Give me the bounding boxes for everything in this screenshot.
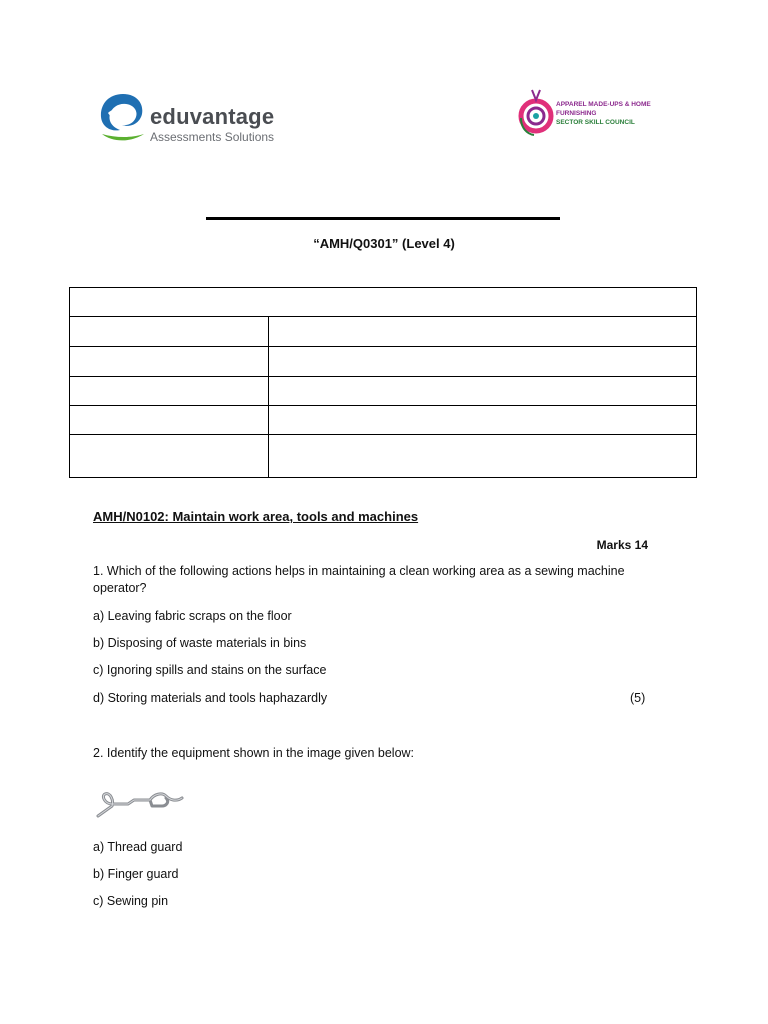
- table-cell: [70, 377, 269, 406]
- table-row: [70, 317, 697, 347]
- table-cell: [70, 406, 269, 435]
- council-emblem-icon: [518, 88, 554, 138]
- question-2-option-b: b) Finger guard: [93, 867, 179, 881]
- council-name-line2: SECTOR SKILL COUNCIL: [556, 119, 635, 126]
- table-row: [70, 347, 697, 377]
- question-2-option-a: a) Thread guard: [93, 840, 183, 854]
- table-row: [70, 377, 697, 406]
- table-cell: [269, 377, 697, 406]
- table-cell: [269, 406, 697, 435]
- candidate-info-table: [69, 287, 697, 478]
- council-name: [556, 100, 678, 127]
- table-row: [70, 435, 697, 478]
- question-1-marks: (5): [630, 691, 646, 705]
- question-2-option-c: c) Sewing pin: [93, 894, 169, 908]
- wire-guard-icon: [92, 780, 186, 824]
- question-1-option-b: b) Disposing of waste materials in bins: [93, 636, 307, 650]
- eduvantage-tagline: Assessments Solutions: [150, 130, 275, 144]
- question-1-text: 1. Which of the following actions helps in maintaining a clean working area as a sewing machine operator?: [93, 564, 625, 595]
- question-1-option-a: a) Leaving fabric scraps on the floor: [93, 609, 292, 623]
- eduvantage-brand-name: eduvantage: [150, 104, 275, 129]
- section-marks: Marks 14: [596, 538, 648, 552]
- section-heading: AMH/N0102: Maintain work area, tools and machines: [93, 509, 419, 524]
- document-title: “AMH/Q0301” (Level 4): [313, 236, 455, 251]
- eduvantage-logo: [98, 90, 288, 150]
- sector-skill-council-logo: [518, 88, 678, 140]
- question-1-option-d: d) Storing materials and tools haphazardly: [93, 691, 328, 705]
- table-row: [70, 406, 697, 435]
- title-rule: [206, 217, 560, 220]
- eduvantage-logo-mark: [98, 90, 148, 148]
- table-cell: [70, 435, 269, 478]
- table-cell: [269, 435, 697, 478]
- council-name-line1: APPAREL MADE-UPS & HOME FURNISHING: [556, 101, 651, 117]
- question-1-option-c: c) Ignoring spills and stains on the surface: [93, 663, 327, 677]
- table-cell: [269, 347, 697, 377]
- question-2-text: 2. Identify the equipment shown in the image given below:: [93, 746, 415, 760]
- table-cell: [269, 317, 697, 347]
- table-cell: [70, 288, 697, 317]
- finger-guard-image: [92, 780, 186, 824]
- table-cell: [70, 347, 269, 377]
- table-cell: [70, 317, 269, 347]
- table-row: [70, 288, 697, 317]
